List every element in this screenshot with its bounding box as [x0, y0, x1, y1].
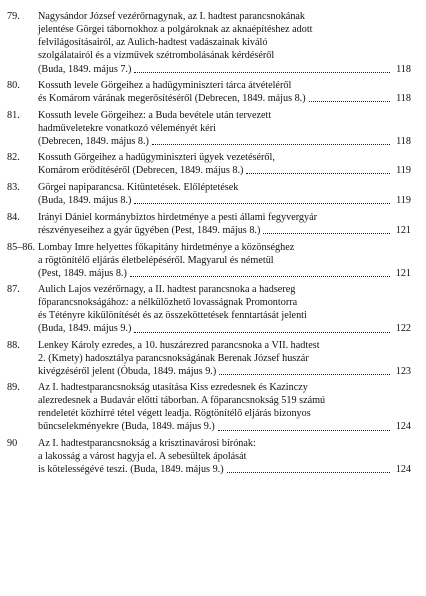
page-number: 123	[395, 366, 411, 378]
dot-leader	[134, 322, 390, 332]
entry-text: Kossuth Görgeihez a hadügyminiszteri ügyek vezetéséről,	[38, 152, 275, 163]
entry-text: Irányi Dániel kormánybiztos hirdetménye a pesti állami fegyvergyár	[38, 212, 318, 223]
page-number: 124	[395, 464, 411, 476]
entry-number: 84.	[7, 212, 20, 223]
dot-leader	[227, 463, 390, 473]
dot-leader	[218, 420, 390, 430]
dot-leader	[152, 135, 390, 145]
entry-text: Az I. hadtestparancsnokság a krisztinavárosi bírónak:	[38, 438, 256, 449]
page-number: 118	[396, 93, 411, 105]
entry-date-line: és Komárom várának megerősítéséről (Debrecen, 1849. május 8.)	[38, 93, 306, 105]
entry-text: és Tétényre kikülönítését és az összeköttetések fenntartását jelenti	[38, 310, 307, 322]
entry-number: 79.	[7, 11, 20, 22]
toc-entry-87	[7, 283, 411, 336]
entry-number: 80.	[7, 80, 20, 91]
toc-entry-88	[7, 339, 411, 378]
page-number: 124	[395, 421, 411, 433]
dot-leader	[246, 164, 390, 174]
entry-text: Lenkey Károly ezredes, a 10. huszárezred parancsnoka a VII. hadtest	[38, 340, 320, 351]
entry-number: 87.	[7, 284, 20, 295]
toc-entry-79	[7, 10, 411, 76]
dot-leader	[134, 63, 390, 73]
entry-date-line: Komárom erődítéséről (Debrecen, 1849. május 8.)	[38, 165, 244, 177]
entry-number: 81.	[7, 110, 20, 121]
entry-text: 2. (Kmety) hadosztálya parancsnokságának Berenak József huszár	[38, 353, 309, 365]
entry-text: Az I. hadtestparancsnokság utasítása Kiss ezredesnek és Kazinczy	[38, 382, 308, 393]
entry-date-line: (Buda, 1849. május 9.)	[38, 323, 132, 335]
toc-entry-80	[7, 79, 411, 105]
entry-text: Kossuth levele Görgeihez a hadügyminiszteri tárca átvételéről	[38, 80, 292, 91]
entry-text: Nagysándor József vezérőrnagynak, az I. hadtest parancsnokának	[38, 11, 306, 22]
toc-entry-84	[7, 211, 411, 237]
page-number: 121	[395, 268, 411, 280]
entry-text: Aulich Lajos vezérőrnagy, a II. hadtest parancsnoka a hadsereg	[38, 284, 296, 295]
entry-date-line: kivégzéséről jelent (Óbuda, 1849. május 9.)	[38, 366, 217, 378]
entry-number: 83.	[7, 182, 20, 193]
page-number: 119	[396, 165, 411, 177]
entry-text: a lakosság a várost hagyja el. A sebesültek ápolását	[38, 451, 247, 463]
page-number: 118	[396, 63, 411, 75]
entry-number: 88.	[7, 340, 20, 351]
entry-number: 85–86.	[7, 242, 36, 253]
toc-entry-83	[7, 181, 411, 207]
entry-text: szolgálatairól és a vízművek szétrombolásának kérdéséről	[38, 50, 275, 62]
dot-leader	[263, 224, 390, 234]
entry-text: a rögtönítélő eljárás életbelépéséről. Magyarul és németül	[38, 255, 274, 267]
entry-text: felvilágosításairól, az Aulich-hadtest vadászainak kiváló	[38, 37, 268, 49]
toc-entry-85-86	[7, 241, 411, 280]
entry-number: 82.	[7, 152, 20, 163]
entry-text: rendeletét közhírré tétel végett leadja. Rögtönítélő eljárás bizonyos	[38, 408, 311, 420]
entry-date-line: is kötelességévé teszi. (Buda, 1849. május 9.)	[38, 464, 224, 476]
entry-date-line: (Pest, 1849. május 8.)	[38, 268, 127, 280]
toc-entry-82	[7, 151, 411, 177]
page-number: 121	[395, 225, 411, 237]
entry-date-line: (Buda, 1849. május 8.)	[38, 195, 132, 207]
entry-text: főparancsnokságához: a nélkülözhető lovasságnak Promontorra	[38, 297, 298, 309]
entry-date-line: (Debrecen, 1849. május 8.)	[38, 136, 149, 148]
dot-leader	[130, 267, 390, 277]
page-number: 118	[396, 136, 411, 148]
entry-text: hadműveletekre vonatkozó véleményét kéri	[38, 123, 216, 135]
entry-number: 90	[7, 438, 18, 449]
entry-text: Kossuth levele Görgeihez: a Buda bevétele után tervezett	[38, 110, 272, 121]
entry-text: Görgei napiparancsa. Kitüntetések. Előléptetések	[38, 182, 239, 193]
entry-text: alezredesnek a Budavár előtti táborban. A főparancsnokság 519 számú	[38, 395, 326, 407]
entry-text: jelentése Görgei tábornokhoz a polgároknak az aknaépítéshez adott	[38, 24, 313, 36]
page-number: 119	[396, 195, 411, 207]
entry-date-line: (Buda, 1849. május 7.)	[38, 63, 132, 75]
entry-text: Lombay Imre helyettes főkapitány hirdetménye a közönséghez	[38, 242, 295, 253]
page-number: 122	[395, 323, 411, 335]
dot-leader	[309, 92, 390, 102]
toc-entry-81	[7, 109, 411, 148]
dot-leader	[134, 194, 390, 204]
toc-entry-90	[7, 437, 411, 476]
entry-number: 89.	[7, 382, 20, 393]
dot-leader	[219, 365, 390, 375]
toc-entry-89	[7, 381, 411, 434]
entry-date-line: részvényeseihez a gyár ügyében (Pest, 1849. május 8.)	[38, 225, 261, 237]
entry-date-line: bűncselekményekre (Buda, 1849. május 9.)	[38, 421, 215, 433]
